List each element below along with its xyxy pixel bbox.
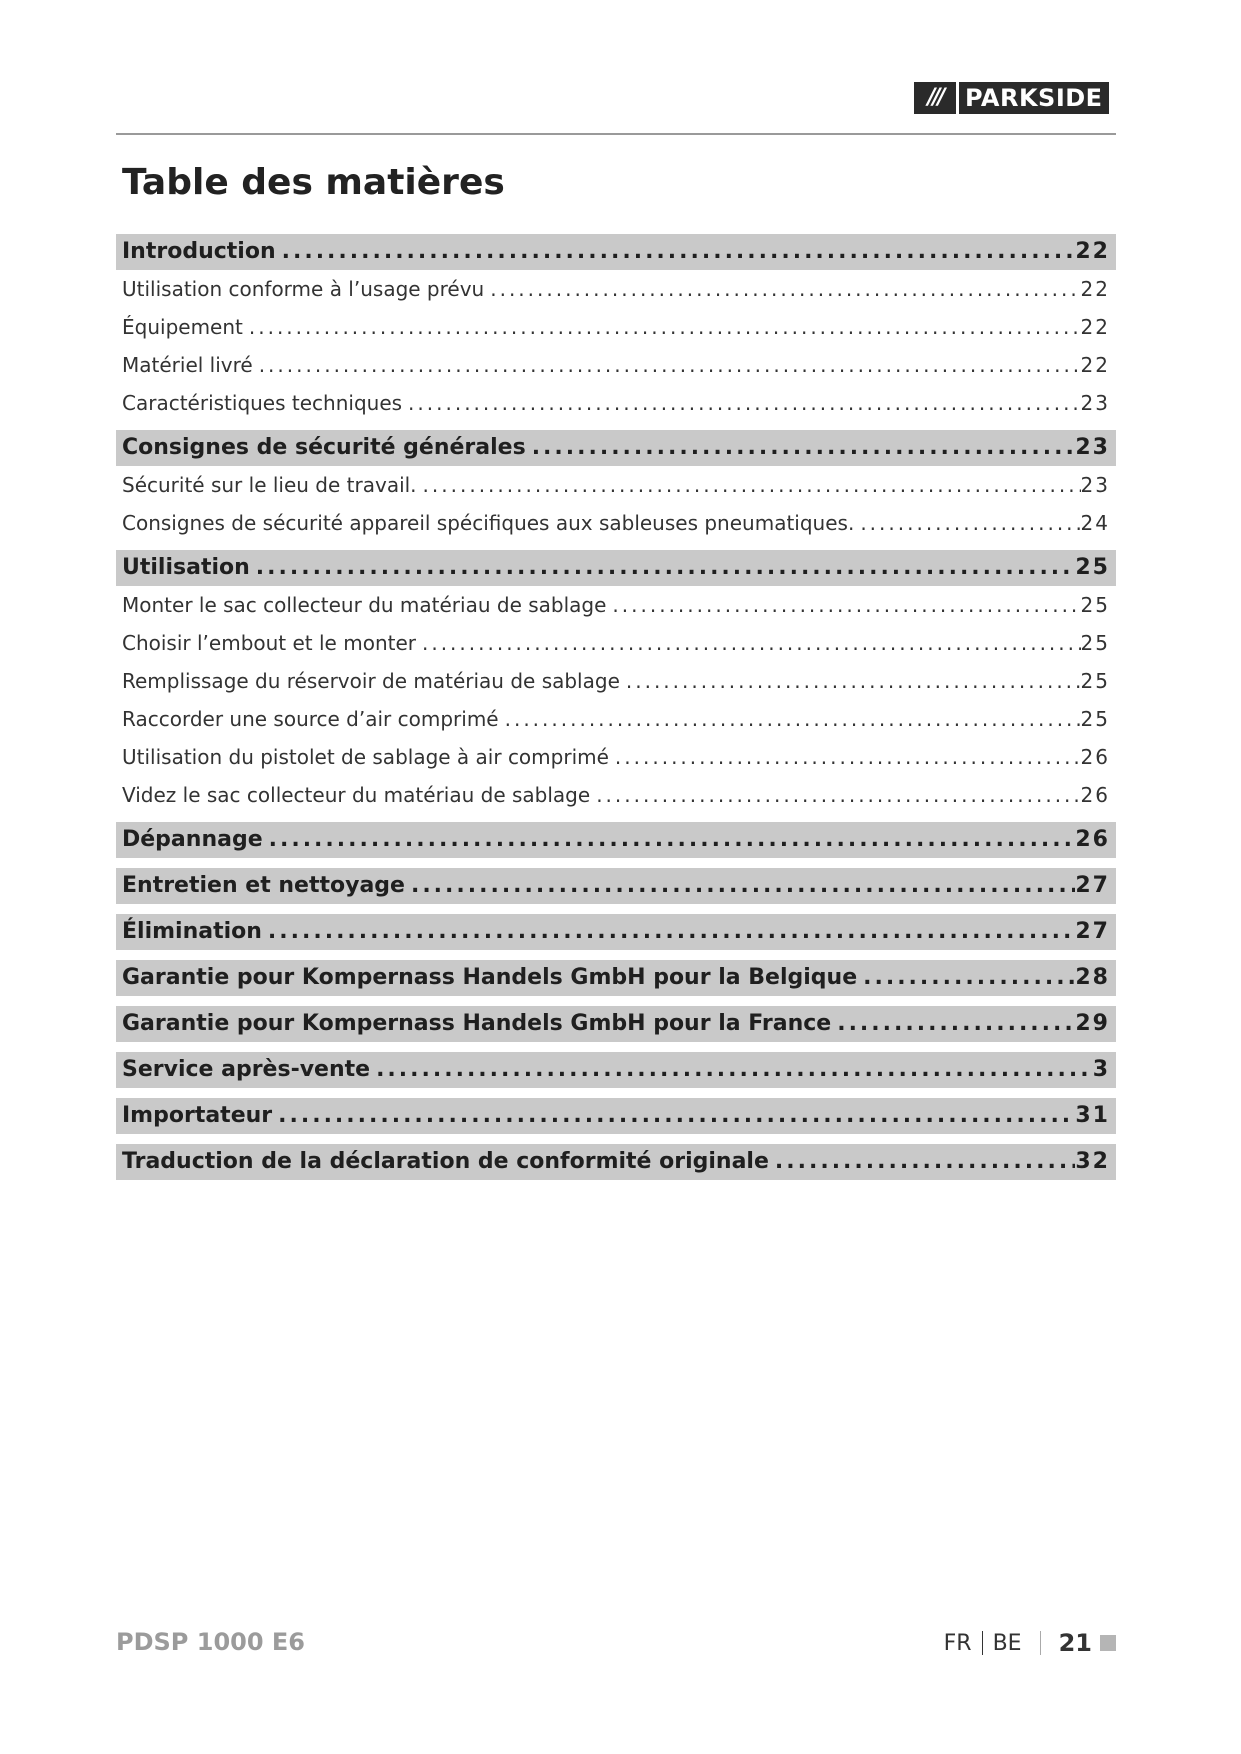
toc-entry[interactable]	[116, 624, 1116, 662]
toc-gap	[116, 904, 1116, 914]
toc-entry[interactable]	[116, 308, 1116, 346]
toc-leader-dots	[272, 1098, 1075, 1134]
toc-page-number: 26	[1080, 783, 1110, 807]
toc-heading[interactable]	[116, 1006, 1116, 1042]
toc-label: Entretien et nettoyage	[122, 873, 405, 898]
toc-entry[interactable]	[116, 700, 1116, 738]
toc-label: Utilisation du pistolet de sablage à air comprimé	[122, 745, 609, 769]
toc-page-number: 29	[1075, 1011, 1110, 1036]
toc-leader-dots	[620, 662, 1081, 700]
table-of-contents	[116, 234, 1116, 1180]
page-number: 21	[1058, 1629, 1092, 1657]
brand-logo	[914, 82, 1109, 114]
toc-gap	[116, 814, 1116, 822]
toc-leader-dots	[609, 738, 1081, 776]
toc-heading[interactable]	[116, 550, 1116, 586]
toc-gap	[116, 542, 1116, 550]
toc-leader-dots	[526, 430, 1076, 466]
toc-leader-dots	[417, 466, 1081, 504]
toc-heading[interactable]	[116, 1098, 1116, 1134]
toc-leader-dots	[590, 776, 1080, 814]
toc-gap	[116, 950, 1116, 960]
toc-label: Élimination	[122, 919, 262, 944]
toc-label: Matériel livré	[122, 353, 253, 377]
toc-page-number: 23	[1080, 391, 1110, 415]
toc-entry[interactable]	[116, 466, 1116, 504]
toc-label: Introduction	[122, 239, 276, 264]
header-rule	[116, 133, 1116, 135]
footer-lang-be: BE	[992, 1630, 1022, 1656]
footer-lang-fr: FR	[943, 1630, 972, 1656]
toc-page-number: 25	[1080, 631, 1110, 655]
toc-heading[interactable]	[116, 914, 1116, 950]
toc-page-number: 26	[1080, 745, 1110, 769]
toc-heading[interactable]	[116, 822, 1116, 858]
toc-label: Garantie pour Kompernass Handels GmbH pour la France	[122, 1011, 832, 1036]
toc-entry[interactable]	[116, 504, 1116, 542]
toc-gap	[116, 422, 1116, 430]
toc-label: Garantie pour Kompernass Handels GmbH pour la Belgique	[122, 965, 858, 990]
toc-leader-dots	[243, 308, 1081, 346]
toc-heading[interactable]	[116, 1144, 1116, 1180]
toc-entry[interactable]	[116, 586, 1116, 624]
toc-label: Raccorder une source d’air comprimé	[122, 707, 499, 731]
toc-leader-dots	[484, 270, 1080, 308]
toc-page-number: 22	[1080, 277, 1110, 301]
toc-entry[interactable]	[116, 738, 1116, 776]
toc-label: Monter le sac collecteur du matériau de sablage	[122, 593, 607, 617]
toc-page-number: 23	[1075, 435, 1110, 460]
toc-entry[interactable]	[116, 270, 1116, 308]
toc-entry[interactable]	[116, 776, 1116, 814]
toc-heading[interactable]	[116, 868, 1116, 904]
toc-page-number: 3	[1092, 1057, 1110, 1082]
toc-leader-dots	[831, 1006, 1075, 1042]
toc-label: Choisir l’embout et le monter	[122, 631, 416, 655]
toc-page-number: 32	[1075, 1149, 1110, 1174]
toc-leader-dots	[499, 700, 1081, 738]
footer-model: PDSP 1000 E6	[116, 1628, 305, 1656]
toc-page-number: 23	[1080, 473, 1110, 497]
toc-label: Service après-vente	[122, 1057, 371, 1082]
toc-page-number: 24	[1080, 511, 1110, 535]
toc-page-number: 22	[1080, 315, 1110, 339]
toc-label: Consignes de sécurité générales	[122, 435, 526, 460]
toc-leader-dots	[769, 1144, 1075, 1180]
toc-leader-dots	[370, 1052, 1093, 1088]
toc-heading[interactable]	[116, 1052, 1116, 1088]
logo-name: PARKSIDE	[959, 82, 1109, 114]
toc-label: Videz le sac collecteur du matériau de sablage	[122, 783, 591, 807]
toc-leader-dots	[276, 234, 1076, 270]
toc-leader-dots	[416, 624, 1081, 662]
toc-page-number: 28	[1075, 965, 1110, 990]
toc-leader-dots	[263, 822, 1076, 858]
toc-entry[interactable]	[116, 662, 1116, 700]
toc-entry[interactable]	[116, 384, 1116, 422]
toc-leader-dots	[250, 550, 1076, 586]
toc-heading[interactable]	[116, 234, 1116, 270]
toc-leader-dots	[606, 586, 1080, 624]
toc-page-number: 26	[1075, 827, 1110, 852]
toc-page-number: 25	[1080, 669, 1110, 693]
toc-leader-dots	[402, 384, 1081, 422]
toc-label: Remplissage du réservoir de matériau de sablage	[122, 669, 620, 693]
toc-label: Utilisation	[122, 555, 250, 580]
toc-leader-dots	[857, 960, 1075, 996]
toc-page-number: 22	[1080, 353, 1110, 377]
toc-page-number: 25	[1080, 707, 1110, 731]
toc-label: Dépannage	[122, 827, 263, 852]
toc-gap	[116, 996, 1116, 1006]
toc-leader-dots	[253, 346, 1081, 384]
toc-gap	[116, 1042, 1116, 1052]
footer-right	[930, 1628, 1116, 1658]
toc-page-number: 22	[1075, 239, 1110, 264]
toc-page-number: 25	[1075, 555, 1110, 580]
toc-label: Équipement	[122, 315, 243, 339]
footer-separator-light	[1040, 1631, 1041, 1655]
toc-label: Utilisation conforme à l’usage prévu	[122, 277, 485, 301]
page-marker-icon	[1100, 1635, 1116, 1651]
toc-page-number: 25	[1080, 593, 1110, 617]
toc-gap	[116, 1134, 1116, 1144]
toc-leader-dots	[854, 504, 1080, 542]
toc-page-number: 27	[1075, 919, 1110, 944]
toc-label: Importateur	[122, 1103, 273, 1128]
footer-separator	[982, 1631, 983, 1655]
page-title: Table des matières	[122, 162, 505, 203]
toc-gap	[116, 858, 1116, 868]
toc-gap	[116, 1088, 1116, 1098]
toc-page-number: 31	[1075, 1103, 1110, 1128]
toc-label: Consignes de sécurité appareil spécifiques aux sableuses pneumatiques.	[122, 511, 855, 535]
toc-label: Traduction de la déclaration de conformité originale	[122, 1149, 769, 1174]
toc-leader-dots	[262, 914, 1075, 950]
toc-heading[interactable]	[116, 960, 1116, 996]
toc-page-number: 27	[1075, 873, 1110, 898]
toc-label: Caractéristiques techniques	[122, 391, 403, 415]
toc-label: Sécurité sur le lieu de travail.	[122, 473, 417, 497]
logo-slashes: ///	[914, 82, 956, 114]
toc-leader-dots	[405, 868, 1075, 904]
toc-heading[interactable]	[116, 430, 1116, 466]
toc-entry[interactable]	[116, 346, 1116, 384]
